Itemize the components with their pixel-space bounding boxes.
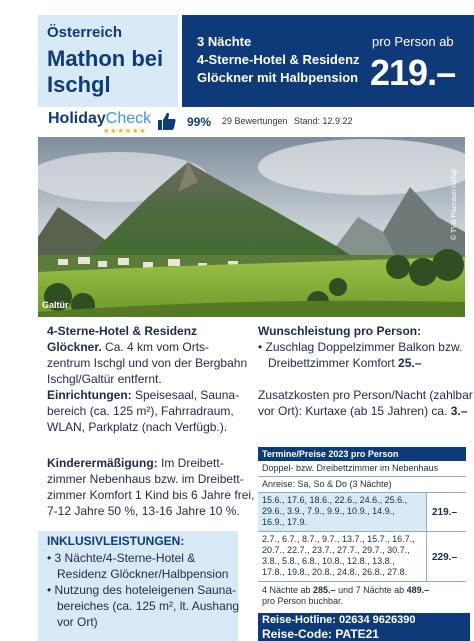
extra-costs-line1: Zusatzkosten pro Person/Nacht (zahlbar (258, 388, 473, 402)
facilities-line2: bereich (ca. 125 m²), Fahrradraum, (47, 404, 234, 418)
table-column-divider (426, 493, 427, 581)
table-row-2-dates-line2: 20.7., 22.7., 23.7., 27.7., 29.7., 30.7., (262, 545, 410, 555)
table-divider (258, 581, 466, 582)
table-row-1-dates-line2: 29.6., 3.9., 7.9., 9.9., 10.9., 14.9., (262, 506, 395, 516)
table-note-line1 (258, 585, 466, 596)
rating-date: Stand: 12.9.22 (294, 116, 353, 126)
rating-stars: ★★★★★★ (103, 128, 147, 135)
destination-title-line2: Ischgl (47, 72, 111, 97)
hotel-heading-bold: Glöckner. (47, 340, 102, 354)
optional-service-price: 25.– (398, 356, 422, 370)
hotel-heading-line2 (47, 340, 209, 355)
optional-service-line1: • Zuschlag Doppelzimmer Balkon bzw. (258, 340, 463, 354)
table-row-1-dates-line1: 15.6., 17.6, 18.6., 22.6., 24.6., 25.6., (262, 495, 408, 505)
table-row-2-dates-line4: 17.8., 19.8., 20.8., 24.8., 26.8., 27.8. (262, 567, 408, 577)
logo-check: Check (105, 110, 152, 127)
hotel-name-line2: Glöckner mit Halbpension (197, 70, 359, 85)
facilities-label: Einrichtungen: (47, 388, 132, 402)
inclusive-item1-line1: • 3 Nächte/4-Sterne-Hotel & (47, 551, 196, 565)
photo-caption: Galtür (42, 300, 69, 310)
table-note-line2: pro Person buchbar. (262, 596, 344, 606)
table-row-2-price: 229.– (432, 552, 458, 563)
facilities-text: Speisesaal, Sauna- (131, 388, 240, 402)
thumbs-up-icon (157, 111, 177, 131)
country-label: Österreich (47, 24, 123, 41)
price-table-arrival: Anreise: Sa, So & Do (3 Nächte) (262, 479, 392, 489)
inclusive-item2-line2: bereiches (ca. 125 m², lt. Aushang (57, 599, 240, 613)
child-discount-line2: zimmer Nebenhaus bzw. im Dreibett- (47, 472, 244, 486)
note-text-c: und 7 Nächte ab (335, 585, 407, 595)
child-discount-line3: zimmer Komfort 1 Kind bis 6 Jahre frei, (47, 488, 255, 502)
extra-costs-price: 3.– (450, 404, 468, 418)
price-table-header: Termine/Preise 2023 pro Person (258, 447, 466, 461)
per-person-label: pro Person ab (372, 34, 454, 49)
nights-label: 3 Nächte (197, 34, 252, 49)
recommend-percent: 99% (187, 115, 212, 129)
landscape-photo (38, 137, 465, 317)
destination-title-line1: Mathon bei (47, 46, 164, 71)
price-table-room: Doppel- bzw. Dreibettzimmer im Nebenhaus (262, 463, 439, 473)
optional-service-title: Wunschleistung pro Person: (258, 324, 422, 338)
hotel-name-line1: 4-Sterne-Hotel & Residenz (197, 52, 360, 67)
facilities-line3: WLAN, Parkplatz (nach Verfügb.). (47, 420, 228, 434)
hotel-heading-line1: 4-Sterne-Hotel & Residenz (47, 324, 198, 338)
child-discount-line4: 7-12 Jahre 50 %, 13-16 Jahre 10 %. (47, 504, 240, 518)
table-divider (258, 476, 466, 477)
extra-costs-text: vor Ort): Kurtaxe (ab 15 Jahren) ca. (258, 404, 451, 418)
hotel-location-text: Ca. 4 km vom Orts- (101, 340, 210, 354)
note-text-a: 4 Nächte ab (262, 585, 314, 595)
child-discount-line1 (47, 456, 224, 471)
travel-code: Reise-Code: PATE21 (262, 627, 379, 641)
inclusive-title: INKLUSIVLEISTUNGEN: (47, 534, 185, 548)
review-count: 29 Bewertungen (222, 116, 288, 126)
table-row-2-dates-line3: 3.8., 5.8., 6.8., 10.8., 12.8., 13.8., (262, 556, 395, 566)
travel-hotline[interactable]: Reise-Hotline: 02634 9626390 (262, 614, 416, 626)
inclusive-item2-line1: • Nutzung des hoteleigenen Sauna- (47, 583, 237, 597)
price-value: 219.– (370, 52, 456, 93)
extra-costs-line2 (258, 404, 467, 419)
table-row-1-price: 219.– (432, 507, 458, 518)
inclusive-item2-line3: vor Ort) (57, 615, 98, 629)
table-divider (258, 531, 466, 532)
hotel-location-line3: zentrum Ischgl und von der Bergbahn (47, 356, 248, 370)
logo-holiday: Holiday (48, 110, 106, 127)
inclusive-item1-line2: Residenz Glöckner/Halbpension (57, 567, 229, 581)
facilities-line1 (47, 388, 239, 403)
note-price-4n: 285.– (313, 585, 336, 595)
child-discount-label: Kinderermäßigung: (47, 456, 158, 470)
hotel-location-line4: Ischgl/Galtür entfernt. (47, 372, 162, 386)
photo-credit: © TVB Paznaun-Ischgl (451, 169, 458, 240)
note-price-7n: 489.– (406, 585, 430, 595)
mountain-illustration (38, 137, 465, 317)
optional-service-text: Dreibettzimmer Komfort (268, 356, 399, 370)
table-row-1-dates-line3: 16.9., 17.9. (262, 517, 308, 527)
child-discount-text: Im Dreibett- (157, 456, 224, 470)
optional-service-line2 (268, 356, 421, 371)
holidaycheck-logo (48, 110, 151, 128)
table-row-2-dates-line1: 2.7., 6.7., 8.7., 9.7., 13.7., 15.7., 16.7., (262, 534, 415, 544)
